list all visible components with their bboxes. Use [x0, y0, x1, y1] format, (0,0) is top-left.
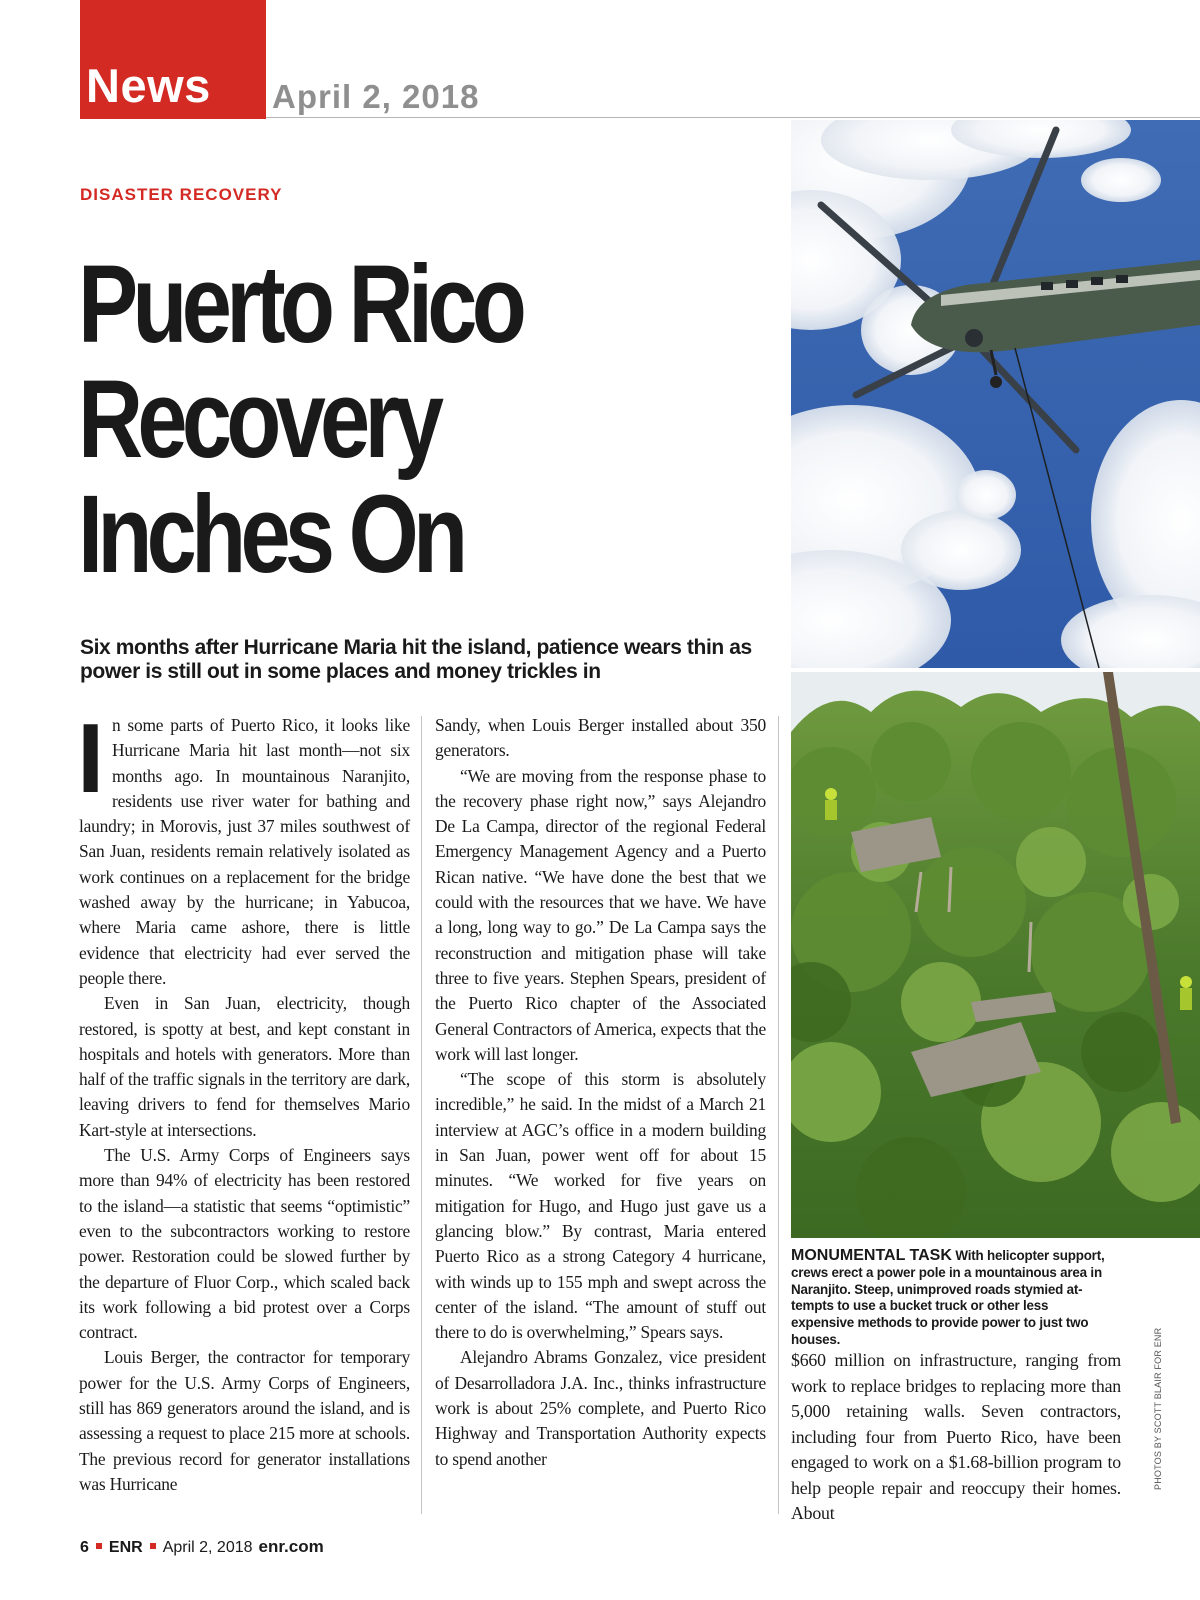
- article-paragraph: Even in San Juan, electricity, though restored, is spotty at best, and kept constant in hospitals and hotels with generators. More than half of the traffic signals in the territory are dark, leaving drivers to fend for themselves Mario Kart-style at intersections.: [79, 993, 410, 1140]
- footer-date: April 2, 2018: [162, 1539, 253, 1556]
- article-headline: Puerto Rico Recovery Inches On: [78, 243, 522, 596]
- magazine-name: ENR: [108, 1539, 143, 1556]
- column-rule: [421, 716, 422, 1514]
- photo-credit: PHOTOS BY SCOTT BLAIR FOR ENR: [1153, 1327, 1163, 1490]
- article-paragraph: “We are moving from the response phase to the recovery phase right now,” says Alejandro De La Campa, director of the regional Federal Emergency Management Agency and a Puerto Rican native. “We have done the best that we could with the resources that we have. We have a long, long way to go.” De La Campa says the reconstruction and mitigation phase will take three to five years. Stephen Spears, president of the Puerto Rico chapter of the Associated General Contractors of America, expects that the work will last longer.: [435, 765, 766, 1064]
- article-paragraph: Sandy, when Louis Berger installed about 350 generators.: [435, 715, 766, 761]
- article-paragraph: $660 million on infrastructure, ranging from work to replace bridges to replacing more than 5,000 retaining walls. Seven contractors, including four from Puerto Rico, have been engaged to work on a $1.68-billion program to help people repair and reoccupy their homes. About: [791, 1350, 1121, 1523]
- helicopter-photo: [791, 120, 1200, 668]
- header-rule: [266, 117, 1200, 118]
- article-column-2: [435, 713, 766, 1472]
- column-rule: [778, 716, 779, 1514]
- footer-bullet: [150, 1543, 156, 1549]
- issue-date: April 2, 2018: [272, 78, 480, 115]
- page-number: 6: [80, 1539, 89, 1556]
- article-paragraph: In some parts of Puerto Rico, it looks like Hurricane Maria hit last month—not six months ago. In mountainous Naranjito, residents use river water for bathing and laundry; in Morovis, just 37 miles southwest of San Juan, residents remain relatively isolated as work continues on a replacement for the bridge washed away by the hurricane; in Yabucoa, where Maria came ashore, there is little evidence that electricity had ever served the people there.: [77, 703, 410, 988]
- caption-text: With helicopter support, crews erect a power pole in a mountainous area in Naranjito. Steep, unimproved roads stymied attempts to use a bucket truck or other less expensive methods to provide power to just two houses.: [791, 1248, 1105, 1347]
- website-link[interactable]: enr.com: [258, 1537, 324, 1556]
- article-paragraph: “The scope of this storm is absolutely incredible,” he said. In the midst of a March 21 interview at AGC’s office in a modern building in San Juan, power went off for about 15 minutes. “We worked for five years on mitigation for Hugo, and Hugo just gave us a glancing blow.” By contrast, Maria entered Puerto Rico as a strong Category 4 hurricane, with winds up to 155 mph and swept across the center of the island. “The amount of stuff out there to do is overwhelming,” Spears says.: [435, 1069, 766, 1343]
- caption-heading: MONUMENTAL TASK: [791, 1247, 952, 1264]
- article-paragraph: Louis Berger, the contractor for temporary power for the U.S. Army Corps of Engineers, still has 869 generators around the island, and is assessing a request to place 215 more at schools. The previous record for generator installations was Hurricane: [79, 1347, 410, 1494]
- article-column-3: [791, 1348, 1121, 1527]
- article-deck: Six months after Hurricane Maria hit the island, patience wears thin as power is still out in some places and money trickles in: [80, 636, 752, 683]
- drop-cap: I: [77, 703, 105, 813]
- page-footer: [80, 1537, 324, 1557]
- footer-bullet: [96, 1543, 102, 1549]
- article-column-1: [77, 703, 410, 1497]
- article-paragraph: Alejandro Abrams Gonzalez, vice president of Desarrolladora J.A. Inc., thinks infrastructure work is about 25% complete, and Puerto Rico Highway and Transportation Authority expects to spend another: [435, 1347, 766, 1469]
- section-label: News: [86, 59, 211, 112]
- photo-caption: [791, 1248, 1111, 1349]
- article-kicker: DISASTER RECOVERY: [80, 185, 283, 204]
- hillside-pole-photo: [791, 672, 1200, 1238]
- article-paragraph: The U.S. Army Corps of Engineers says more than 94% of electricity has been restored to the island—a statistic that seems “optimistic” even to the subcontractors working to restore power. Restoration could be slowed further by the departure of Fluor Corp., which scaled back its work following a bid protest over a Corps contract.: [79, 1145, 410, 1343]
